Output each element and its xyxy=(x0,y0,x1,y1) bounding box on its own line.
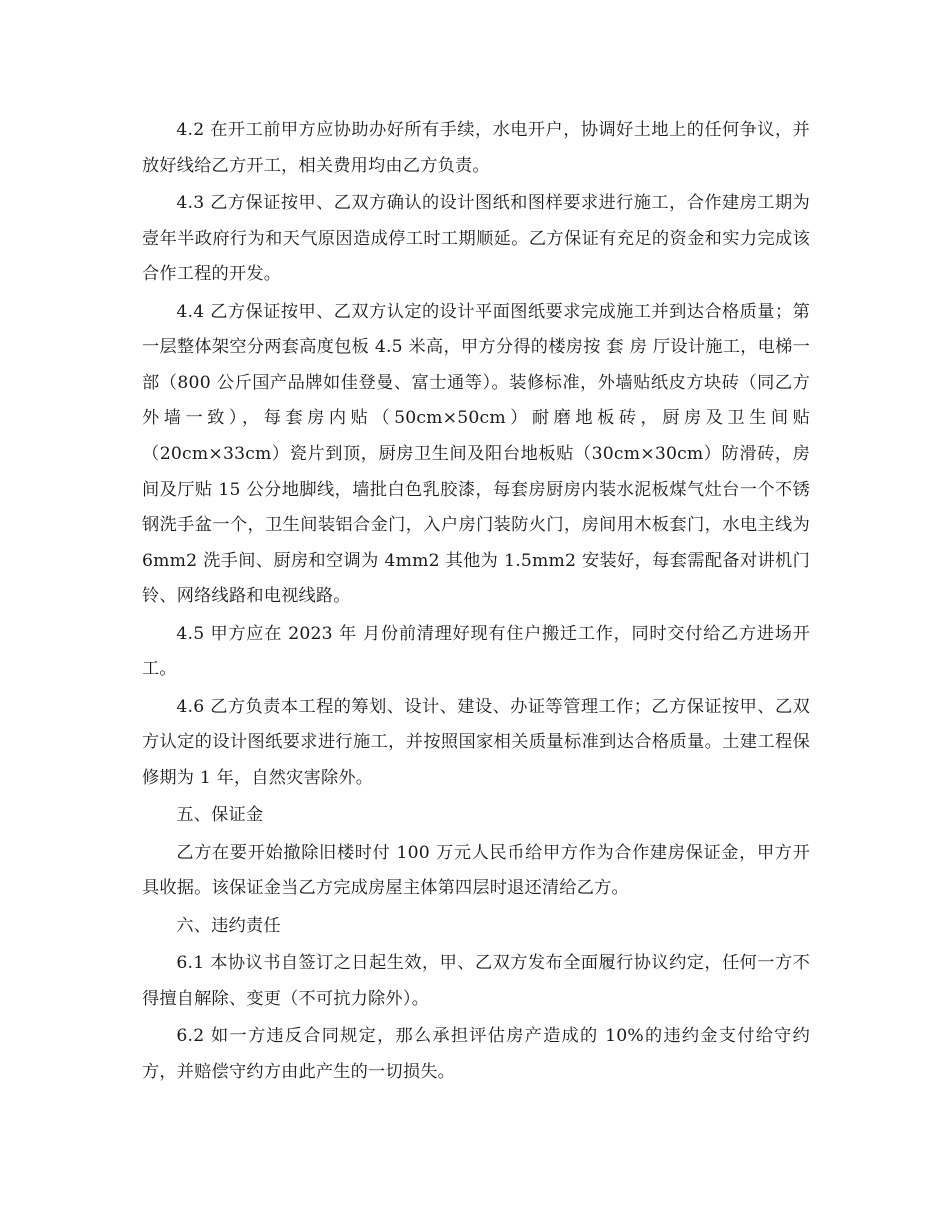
clause-4-6: 4.6 乙方负责本工程的筹划、设计、建设、办证等管理工作；乙方保证按甲、乙双方认定的设计图纸要求进行施工，并按照国家相关质量标准到达合格质量。土建工程保修期为 1 年，自然灾害除外。 xyxy=(142,696,810,788)
deposit-text: 乙方在要开始撤除旧楼时付 100 万元人民币给甲方作为合作建房保证金，甲方开具收据。该保证金当乙方完成房屋主体第四层时退还清给乙方。 xyxy=(142,842,810,899)
section-heading-deposit: 五、保证金 xyxy=(176,805,264,826)
clause-6-1: 6.1 本协议书自签订之日起生效，甲、乙双方发布全面履行协议约定，任何一方不得擅自解除、变更（不可抗力除外）。 xyxy=(142,953,810,1009)
clause-6-2: 6.2 如一方违反合同规定，那么承担评估房产造成的 10%的违约金支付给守约方，并赔偿守约方由此产生的一切损失。 xyxy=(142,1026,810,1082)
section-heading-liability: 六、违约责任 xyxy=(176,915,281,936)
document-body xyxy=(142,113,810,1092)
clause-4-2: 4.2 在开工前甲方应协助办好所有手续，水电开户，协调好土地上的任何争议，并放好线给乙方开工，相关费用均由乙方负责。 xyxy=(142,120,810,176)
clause-4-5: 4.5 甲方应在 2023 年 月份前清理好现有住户搬迁工作，同时交付给乙方进场开工。 xyxy=(142,623,810,680)
clause-4-3: 4.3 乙方保证按甲、乙双方确认的设计图纸和图样要求进行施工，合作建房工期为壹年半政府行为和天气原因造成停工时工期顺延。乙方保证有充足的资金和实力完成该合作工程的开发。 xyxy=(142,192,810,285)
clause-4-4: 4.4 乙方保证按甲、乙双方认定的设计平面图纸要求完成施工并到达合格质量；第一层整体架空分两套高度包板 4.5 米高，甲方分得的楼房按 套 房 厅设计施工，电梯一部（800 公斤国产品牌如佳登曼、富士通等）。装修标准，外墙贴纸皮方块砖（同乙方外墙一致），每套房内贴（50cm×50cm）耐磨地板砖，厨房及卫生间贴（20cm×33cm）瓷片到顶，厨房卫生间及阳台地板贴（30cm×30cm）防滑砖，房间及厅贴 15 公分地脚线，墙批白色乳胶漆，每套房厨房内装水泥板煤气灶台一个不锈钢洗手盆一个，卫生间装铝合金门，入户房门装防火门，房间用木板套门，水电主线为 6mm2 洗手间、厨房和空调为 4mm2 其他为 1.5mm2 安装好，每套需配备对讲机门铃、网络线路和电视线路。 xyxy=(142,301,810,607)
